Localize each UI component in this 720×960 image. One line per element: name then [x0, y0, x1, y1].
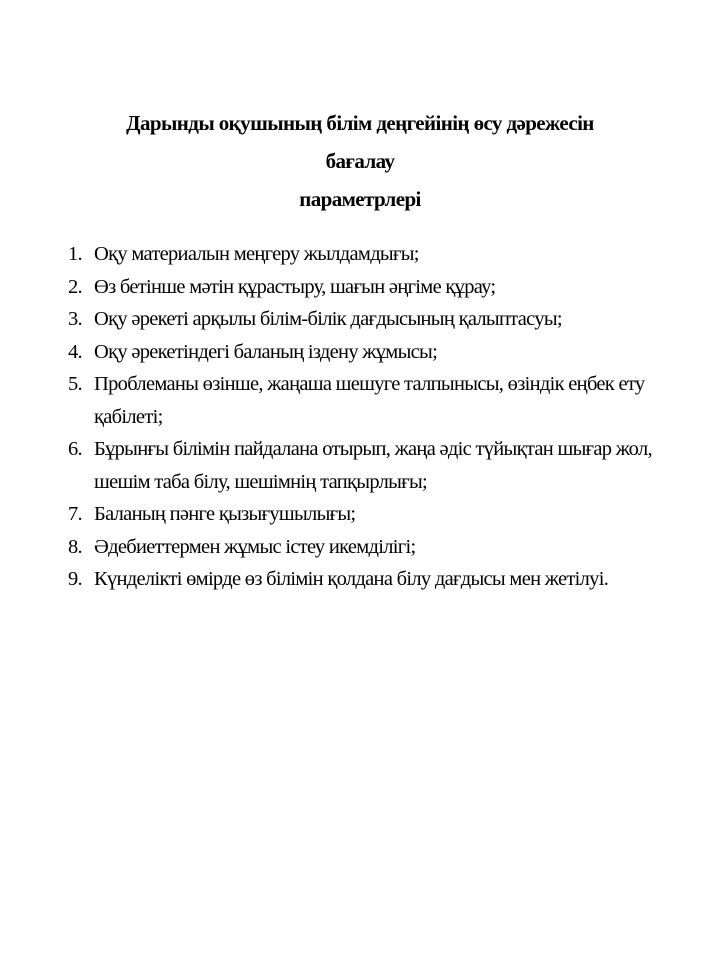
title-line-1: Дарынды оқушының білім деңгейінің өсу дәрежесін бағалау: [126, 111, 594, 173]
item-text: Өз бетінше мәтін құрастыру, шағын әңгіме құрау;: [94, 275, 496, 298]
item-number: 5.: [68, 373, 82, 395]
item-number: 1.: [68, 243, 82, 265]
parameters-list: [68, 238, 658, 596]
item-number: 8.: [68, 535, 82, 558]
item-text: Оқу әрекетіндегі баланың іздену жұмысы;: [94, 340, 438, 363]
item-text: Проблеманы өзінше, жаңаша шешуге талпынысы, өзіндік еңбек ету қабілеті;: [94, 373, 645, 428]
item-number: 7.: [68, 503, 82, 525]
item-number: 9.: [68, 568, 82, 590]
list-item: [68, 303, 658, 336]
list-item: [68, 498, 658, 531]
list-item: [68, 336, 658, 369]
document-title: [90, 104, 630, 218]
item-text: Баланың пәнге қызығушылығы;: [94, 503, 356, 525]
item-text: Оқу материалын меңгеру жылдамдығы;: [94, 243, 419, 265]
item-number: 4.: [68, 340, 82, 363]
list-item: [68, 531, 658, 564]
list-item: [68, 238, 658, 271]
list-item: [68, 433, 658, 498]
item-text: Әдебиеттермен жұмыс істеу икемділігі;: [94, 535, 416, 558]
list-item: [68, 271, 658, 304]
item-number: 2.: [68, 275, 82, 298]
item-text: Күнделікті өмірде өз білімін қолдана білу дағдысы мен жетілуі.: [94, 568, 609, 590]
list-item: [68, 563, 658, 596]
item-text: Бұрынғы білімін пайдалана отырып, жаңа әдіс түйықтан шығар жол, шешім таба білу, шешімнің тапқырлығы;: [94, 438, 652, 493]
title-line-2: параметрлері: [299, 187, 421, 211]
list-item: [68, 368, 658, 433]
item-number: 3.: [68, 308, 82, 330]
item-text: Оқу әрекеті арқылы білім-білік дағдысының қалыптасуы;: [94, 308, 562, 330]
item-number: 6.: [68, 438, 82, 460]
